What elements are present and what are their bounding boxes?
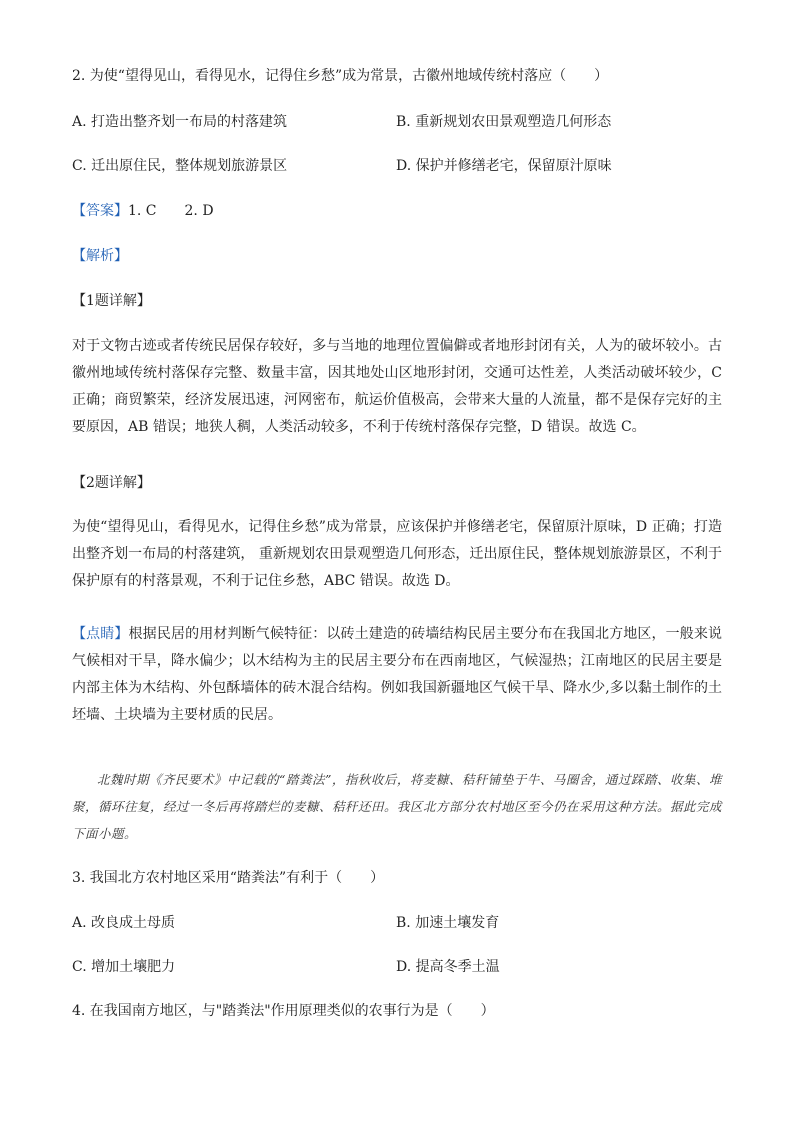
comment-text: 根据民居的用材判断气候特征：以砖土建造的砖墙结构民居主要分布在我国北方地区，一般来说气候相对干旱，降水偏少；以木结构为主的民居主要分布在西南地区，气候湿热；江南地区的民居主要是内部主体为木结构、外包酥墙体的砖木混合结构。例如我国新疆地区气候干旱、降水少,多以黏土制作的土坯墙、土块墙为主要材质的民居。 [72,626,723,723]
detail-1-heading: 【1题详解】 [72,293,151,309]
reading-passage-block [72,766,722,847]
question-3-option-b: B. 加速土壤发育 [396,915,500,931]
detail-1-text: 对于文物古迹或者传统民居保存较好，多与当地的地理位置偏僻或者地形封闭有关，人为的破坏较小。古徽州地域传统村落保存完整、数量丰富，因其地处山区地形封闭，交通可达性差，人类活动破坏较少，C正确；商贸繁荣，经济发展迅速，河网密布，航运价值极高，会带来大量的人流量，都不是保存完好的主要原因，AB 错误；地狭人稠，人类活动较多，不利于传统村落保存完整，D 错误。故选 C。 [72,338,722,435]
question-2-option-d: D. 保护并修缮老宅，保留原汁原味 [396,158,612,174]
question-4-stem: 4. 在我国南方地区，与"踏粪法"作用原理类似的农事行为是（ ） [72,1003,495,1019]
comment-block [72,621,722,729]
detail-2-text-block [72,514,722,595]
question-3-option-c: C. 增加土壤肥力 [72,959,176,975]
answer-text: 1. C 2. D [128,203,214,219]
reading-passage: 北魏时期《齐民要术》中记载的“踏粪法”，指秋收后，将麦糠、秸秆铺垫于牛、马圈舍，通过踩踏、收集、堆聚，循环往复，经过一冬后再将踏烂的麦糠、秸秆还田。我区北方部分农村地区至今仍在采用这种方法。据此完成下面小题。 [72,772,723,841]
detail-2-text: 为使“望得见山，看得见水，记得住乡愁”成为常景，应该保护并修缮老宅，保留原汁原味，D 正确；打造出整齐划一布局的村落建筑， 重新规划农田景观塑造几何形态，迁出原住民，整体规划旅游景区，不利于保护原有的村落景观，不利于记住乡愁，ABC 错误。故选 D。 [72,519,722,589]
detail-2-heading: 【2题详解】 [72,475,151,491]
question-2-option-c: C. 迁出原住民，整体规划旅游景区 [72,158,288,174]
question-3-option-a: A. 改良成土母质 [72,915,176,931]
question-3-stem: 3. 我国北方农村地区采用“踏粪法”有利于（ ） [72,870,385,886]
question-2-stem: 2. 为使“望得见山，看得见水，记得住乡愁”成为常景，古徽州地域传统村落应（ ） [72,68,609,84]
answer-line [72,201,214,221]
analysis-label: 【解析】 [72,248,128,264]
question-2-option-b: B. 重新规划农田景观塑造几何形态 [396,114,612,130]
answer-label: 【答案】 [72,203,128,219]
question-2-option-a: A. 打造出整齐划一布局的村落建筑 [72,114,288,130]
question-3-option-d: D. 提高冬季土温 [396,959,500,975]
comment-label: 【点睛】 [72,626,129,642]
detail-1-text-block [72,333,722,441]
